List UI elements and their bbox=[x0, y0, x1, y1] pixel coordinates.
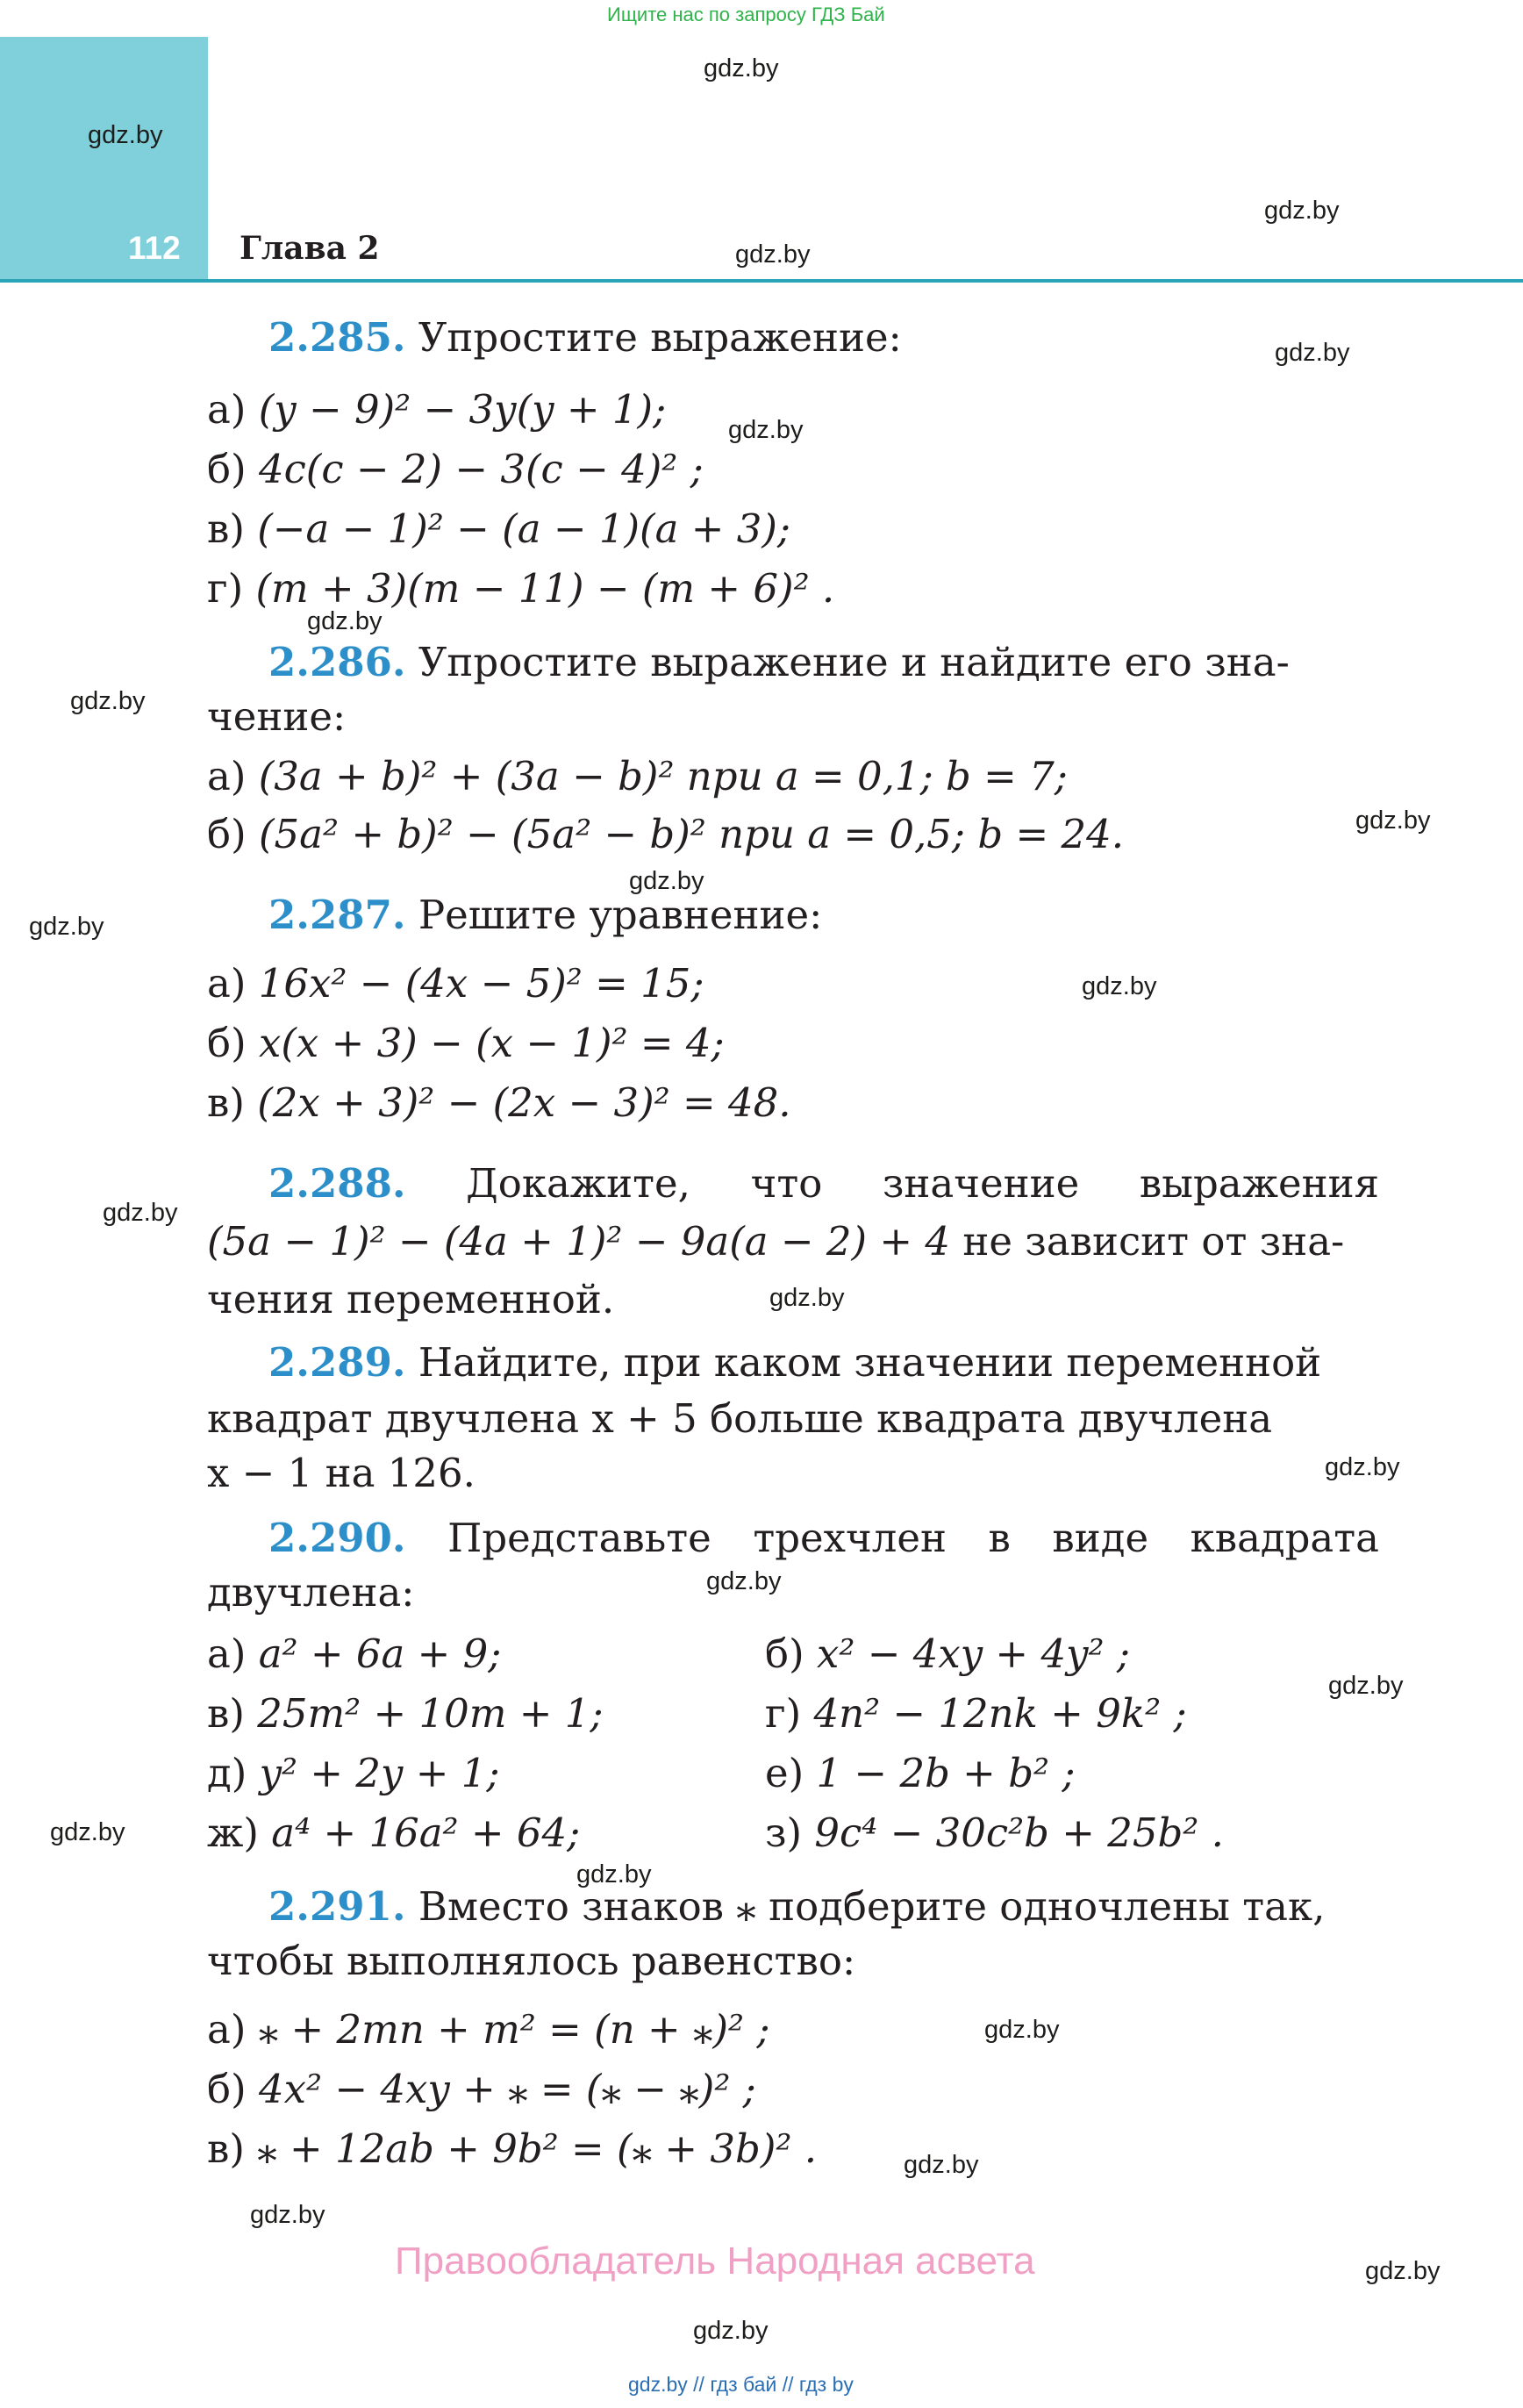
problem-2-285-item bbox=[207, 505, 790, 552]
item-label: в) bbox=[207, 2125, 245, 2172]
problem-2-289-line3: x − 1 на 126. bbox=[207, 1450, 475, 1496]
problem-2-286-item bbox=[207, 811, 1124, 857]
word: виде bbox=[1052, 1515, 1149, 1561]
problem-2-290-item bbox=[765, 1690, 1187, 1737]
item-expression: 9c⁴ − 30c²b + 25b² . bbox=[814, 1810, 1224, 1856]
problem-2-289-line2: квадрат двучлена x + 5 больше квадрата двучлена bbox=[207, 1395, 1273, 1442]
problem-text: Найдите, при каком значении переменной bbox=[418, 1339, 1322, 1386]
word: Докажите, bbox=[466, 1160, 690, 1207]
problem-2-287-item bbox=[207, 1020, 725, 1066]
watermark: gdz.by bbox=[88, 121, 163, 149]
word: выражения bbox=[1139, 1160, 1379, 1207]
problem-number: 2.285. bbox=[268, 314, 406, 361]
item-expression: a² + 6a + 9; bbox=[258, 1630, 502, 1677]
word: что bbox=[750, 1160, 823, 1207]
watermark: gdz.by bbox=[984, 2016, 1060, 2044]
problem-2-285-heading bbox=[268, 314, 902, 361]
item-label: в) bbox=[207, 505, 245, 552]
item-label: д) bbox=[207, 1750, 247, 1796]
item-expression: x² − 4xy + 4y² ; bbox=[816, 1630, 1131, 1677]
item-label: г) bbox=[207, 565, 244, 612]
item-expression: 4x² − 4xy + ⁎ = (⁎ − ⁎)² ; bbox=[258, 2066, 756, 2112]
problem-2-286-heading bbox=[268, 639, 1290, 685]
watermark: gdz.by bbox=[629, 867, 704, 895]
top-search-note: Ищите нас по запросу ГДЗ Бай bbox=[607, 4, 885, 25]
item-label: г) bbox=[765, 1690, 802, 1737]
item-label: а) bbox=[207, 386, 247, 433]
item-label: в) bbox=[207, 1690, 245, 1737]
item-expression: a⁴ + 16a² + 64; bbox=[271, 1810, 581, 1856]
item-expression: 4n² − 12nk + 9k² ; bbox=[813, 1690, 1187, 1737]
word: Представьте bbox=[447, 1515, 711, 1561]
item-label: а) bbox=[207, 2006, 247, 2053]
problem-2-290-item bbox=[765, 1630, 1130, 1677]
item-label: а) bbox=[207, 753, 247, 799]
problem-text: не зависит от зна- bbox=[962, 1218, 1345, 1265]
problem-2-286-item bbox=[207, 753, 1068, 799]
watermark: gdz.by bbox=[50, 1818, 125, 1846]
problem-2-285-item bbox=[207, 386, 666, 433]
problem-number: 2.286. bbox=[268, 639, 406, 685]
watermark: gdz.by bbox=[693, 2317, 769, 2345]
problem-2-290-item bbox=[207, 1750, 500, 1796]
problem-number: 2.287. bbox=[268, 892, 406, 938]
item-label: а) bbox=[207, 1630, 247, 1677]
item-label: б) bbox=[765, 1630, 804, 1677]
problem-prompt: Упростите выражение и найдите его зна- bbox=[418, 639, 1290, 685]
problem-prompt: Упростите выражение: bbox=[418, 314, 902, 361]
problem-2-289-line1 bbox=[268, 1339, 1321, 1386]
problem-2-291-line1 bbox=[268, 1883, 1325, 1930]
problem-2-290-line1 bbox=[268, 1515, 1379, 1561]
watermark: gdz.by bbox=[1365, 2257, 1441, 2285]
problem-2-290-item bbox=[207, 1690, 604, 1737]
problem-2-290-item bbox=[765, 1810, 1224, 1856]
watermark: gdz.by bbox=[103, 1199, 178, 1227]
watermark: gdz.by bbox=[70, 687, 146, 715]
watermark: gdz.by bbox=[29, 913, 104, 941]
problem-2-290-item bbox=[207, 1630, 501, 1677]
item-expression: (y − 9)² − 3y(y + 1); bbox=[258, 386, 667, 433]
watermark: gdz.by bbox=[307, 607, 383, 635]
item-label: б) bbox=[207, 1020, 247, 1066]
watermark: gdz.by bbox=[250, 2201, 325, 2229]
problem-2-285-item bbox=[207, 565, 834, 612]
watermark: gdz.by bbox=[1355, 806, 1431, 835]
problem-2-291-item bbox=[207, 2006, 770, 2053]
problem-number: 2.289. bbox=[268, 1339, 406, 1386]
item-label: е) bbox=[765, 1750, 804, 1796]
item-expression: (2x + 3)² − (2x − 3)² = 48. bbox=[257, 1079, 791, 1126]
watermark: gdz.by bbox=[1325, 1453, 1400, 1481]
problem-number: 2.291. bbox=[268, 1883, 406, 1930]
header-rule bbox=[0, 279, 1523, 283]
problem-2-291-line2: чтобы выполнялось равенство: bbox=[207, 1938, 856, 1984]
problem-number: 2.288. bbox=[268, 1160, 406, 1207]
item-label: ж) bbox=[207, 1810, 259, 1856]
problem-2-290-item bbox=[207, 1810, 580, 1856]
problem-2-288-line2 bbox=[207, 1218, 1344, 1265]
word: трехчлен bbox=[753, 1515, 947, 1561]
item-expression: (−a − 1)² − (a − 1)(a + 3); bbox=[257, 505, 791, 552]
problem-2-288-line3: чения переменной. bbox=[207, 1276, 615, 1322]
page-number: 112 bbox=[128, 230, 181, 266]
watermark: gdz.by bbox=[1328, 1672, 1404, 1700]
watermark: gdz.by bbox=[1264, 197, 1340, 225]
item-expression: y² + 2y + 1; bbox=[259, 1750, 500, 1796]
watermark: gdz.by bbox=[1082, 972, 1157, 1000]
watermark: gdz.by bbox=[704, 54, 779, 82]
item-expression: x(x + 3) − (x − 1)² = 4; bbox=[258, 1020, 725, 1066]
item-label: б) bbox=[207, 446, 247, 492]
problem-2-285-item bbox=[207, 446, 704, 492]
item-expression: (3a + b)² + (3a − b)² при a = 0,1; b = 7; bbox=[258, 753, 1068, 799]
problem-2-287-item bbox=[207, 1079, 791, 1126]
item-label: б) bbox=[207, 2066, 247, 2112]
item-expression: 25m² + 10m + 1; bbox=[257, 1690, 604, 1737]
word: в bbox=[988, 1515, 1011, 1561]
item-expression: ⁎ + 2mn + m² = (n + ⁎)² ; bbox=[258, 2006, 770, 2053]
item-expression: 16x² − (4x − 5)² = 15; bbox=[258, 960, 704, 1007]
problem-number: 2.290. bbox=[268, 1515, 406, 1561]
chapter-title: Глава 2 bbox=[240, 230, 380, 267]
item-expression: 4c(c − 2) − 3(c − 4)² ; bbox=[258, 446, 704, 492]
word: значение bbox=[882, 1160, 1080, 1207]
footer-links[interactable]: gdz.by // гдз бай // гдз by bbox=[628, 2373, 854, 2396]
problem-2-287-heading bbox=[268, 892, 822, 938]
problem-2-290-line2: двучлена: bbox=[207, 1569, 415, 1616]
item-expression: (5a² + b)² − (5a² − b)² при a = 0,5; b = 24. bbox=[258, 811, 1125, 857]
problem-2-290-item bbox=[765, 1750, 1076, 1796]
watermark: gdz.by bbox=[576, 1860, 652, 1888]
watermark: gdz.by bbox=[728, 416, 804, 444]
problem-2-291-item bbox=[207, 2066, 756, 2112]
item-label: б) bbox=[207, 811, 247, 857]
item-label: а) bbox=[207, 960, 247, 1007]
item-expression: ⁎ + 12ab + 9b² = (⁎ + 3b)² . bbox=[257, 2125, 818, 2172]
item-label: з) bbox=[765, 1810, 803, 1856]
copyright-notice: Правообладатель Народная асвета bbox=[395, 2240, 1035, 2283]
watermark: gdz.by bbox=[769, 1284, 845, 1312]
item-expression: 1 − 2b + b² ; bbox=[816, 1750, 1076, 1796]
problem-2-286-prompt-cont: чение: bbox=[207, 693, 347, 740]
word: квадрата bbox=[1190, 1515, 1379, 1561]
problem-2-288-line1 bbox=[268, 1160, 1379, 1207]
problem-2-287-item bbox=[207, 960, 704, 1007]
watermark: gdz.by bbox=[1275, 339, 1350, 367]
problem-2-291-item bbox=[207, 2125, 817, 2172]
watermark: gdz.by bbox=[735, 240, 811, 269]
item-expression: (m + 3)(m − 11) − (m + 6)² . bbox=[255, 565, 835, 612]
item-label: в) bbox=[207, 1079, 245, 1126]
watermark: gdz.by bbox=[706, 1567, 782, 1595]
watermark: gdz.by bbox=[904, 2151, 979, 2179]
problem-prompt: Решите уравнение: bbox=[418, 892, 823, 938]
expression: (5a − 1)² − (4a + 1)² − 9a(a − 2) + 4 bbox=[207, 1218, 951, 1265]
problem-text: Вместо знаков ⁎ подберите одночлены так, bbox=[418, 1883, 1326, 1930]
